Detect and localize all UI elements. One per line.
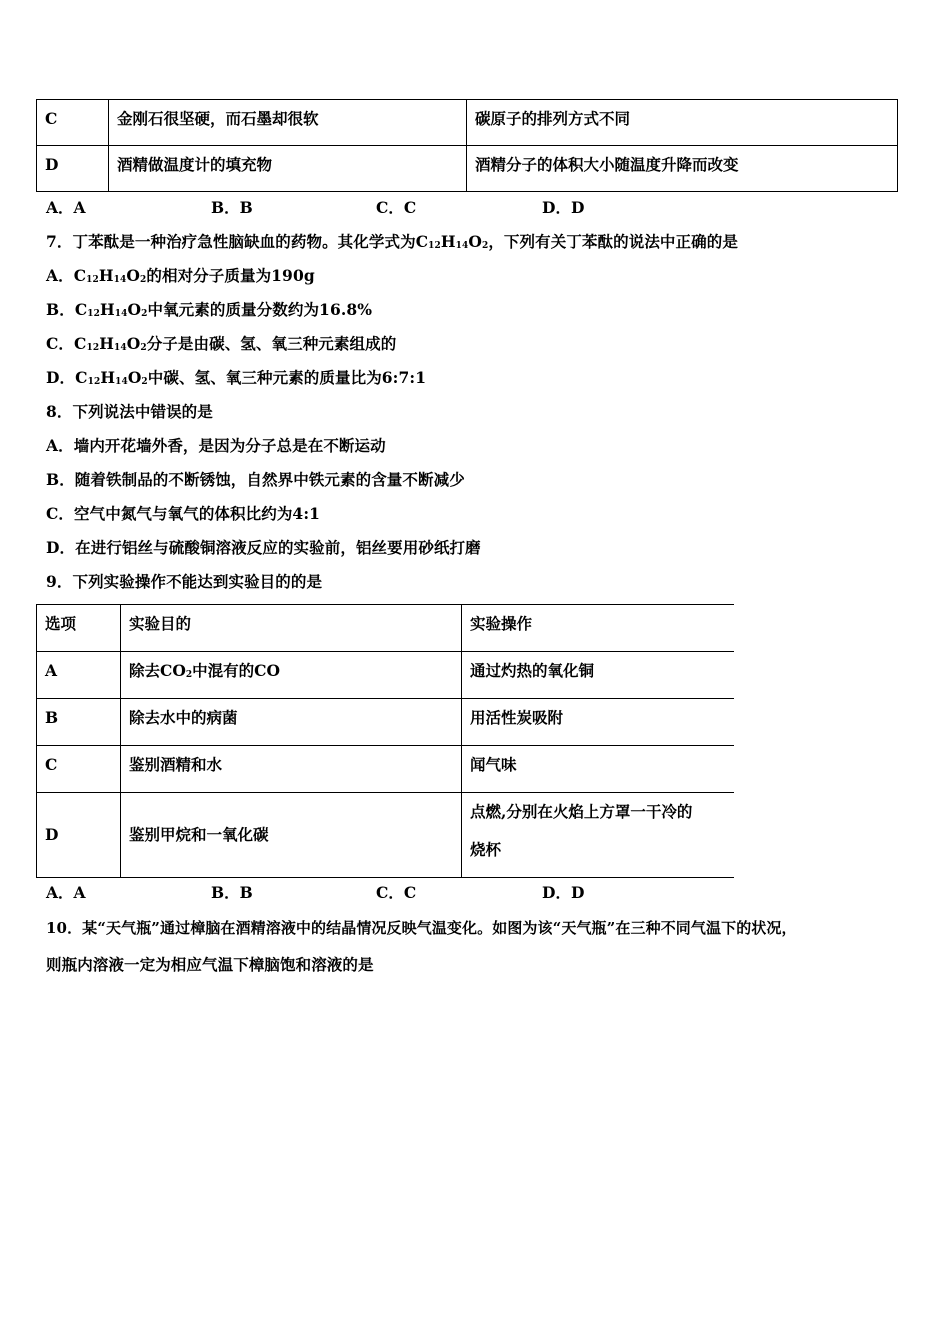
table-row: [37, 793, 734, 878]
table-row: [37, 746, 734, 793]
choice-b: B．B: [211, 883, 253, 902]
question-8-option-a: A．墙内开花墙外香，是因为分子总是在不断运动: [46, 436, 386, 455]
comparison-table: [36, 99, 898, 192]
explanation-cell: 碳原子的排列方式不同: [467, 100, 898, 146]
choice-c: C．C: [376, 198, 417, 217]
row-label: D: [37, 146, 109, 192]
operation-cell: 用活性炭吸附: [462, 699, 734, 746]
choice-d: D．D: [542, 883, 585, 902]
question-8-option-d: D．在进行铝丝与硫酸铜溶液反应的实验前，铝丝要用砂纸打磨: [46, 538, 481, 557]
row-label: D: [37, 793, 121, 878]
question-7-option-c: C．$C_{12}H_{14}O_2$分子是由碳、氢、氧三种元素组成的: [46, 334, 397, 353]
choice-a: A．A: [46, 883, 86, 902]
question-8-stem: 8．下列说法中错误的是: [46, 402, 213, 421]
choice-a: A．A: [46, 198, 86, 217]
table-header-row: [37, 605, 734, 652]
purpose-cell: 除去$CO_2$中混有的CO: [121, 652, 462, 699]
purpose-cell: 鉴别酒精和水: [121, 746, 462, 793]
choice-b: B．B: [211, 198, 253, 217]
question-7-option-b: B．$C_{12}H_{14}O_2$中氧元素的质量分数约为16.8%: [46, 300, 373, 319]
operation-cell: 点燃,分别在火焰上方罩一干冷的 烧杯: [462, 793, 734, 878]
question-7-option-d: D．$C_{12}H_{14}O_2$中碳、氢、氧三种元素的质量比为6:7:1: [46, 368, 427, 387]
table-row: [37, 100, 898, 146]
question-7-stem: 7．丁苯酞是一种治疗急性脑缺血的药物。其化学式为$C_{12}H_{14}O_2$，下列有关丁苯酞的说法中正确的是: [46, 232, 738, 251]
phenomenon-cell: 酒精做温度计的填充物: [109, 146, 467, 192]
table-row: [37, 699, 734, 746]
row-label: A: [37, 652, 121, 699]
explanation-cell: 酒精分子的体积大小随温度升降而改变: [467, 146, 898, 192]
chemical-formula: $C_{12}H_{14}O_2$: [415, 232, 489, 251]
question-8-option-b: B．随着铁制品的不断锈蚀，自然界中铁元素的含量不断减少: [46, 470, 465, 489]
purpose-cell: 除去水中的病菌: [121, 699, 462, 746]
header-operation: 实验操作: [462, 605, 734, 652]
row-label: B: [37, 699, 121, 746]
chemical-formula: $C_{12}H_{14}O_2$: [74, 334, 147, 353]
header-option: 选项: [37, 605, 121, 652]
row-label: C: [37, 100, 109, 146]
chemical-formula: $C_{12}H_{14}O_2$: [74, 300, 148, 319]
operation-cell: 闻气味: [462, 746, 734, 793]
question-9-stem: 9．下列实验操作不能达到实验目的的是: [46, 572, 323, 591]
choice-d: D．D: [542, 198, 585, 217]
operation-cell: 通过灼热的氧化铜: [462, 652, 734, 699]
row-label: C: [37, 746, 121, 793]
experiment-table: [36, 604, 734, 878]
question-10-stem-line-1: 10．某“天气瓶”通过樟脑在酒精溶液中的结晶情况反映气温变化。如图为该“天气瓶”在三种不同气温下的状况，: [46, 919, 797, 937]
header-purpose: 实验目的: [121, 605, 462, 652]
chemical-formula: $C_{12}H_{14}O_2$: [73, 266, 147, 285]
question-7-option-a: A．$C_{12}H_{14}O_2$的相对分子质量为190g: [46, 266, 315, 285]
table-row: [37, 146, 898, 192]
purpose-cell: 鉴别甲烷和一氧化碳: [121, 793, 462, 878]
chemical-formula: $C_{12}H_{14}O_2$: [75, 368, 148, 387]
phenomenon-cell: 金刚石很坚硬，而石墨却很软: [109, 100, 467, 146]
choice-c: C．C: [376, 883, 417, 902]
table-row: [37, 652, 734, 699]
question-10-stem-line-2: 则瓶内溶液一定为相应气温下樟脑饱和溶液的是: [46, 955, 374, 974]
question-8-option-c: C．空气中氮气与氧气的体积比约为4:1: [46, 504, 321, 523]
